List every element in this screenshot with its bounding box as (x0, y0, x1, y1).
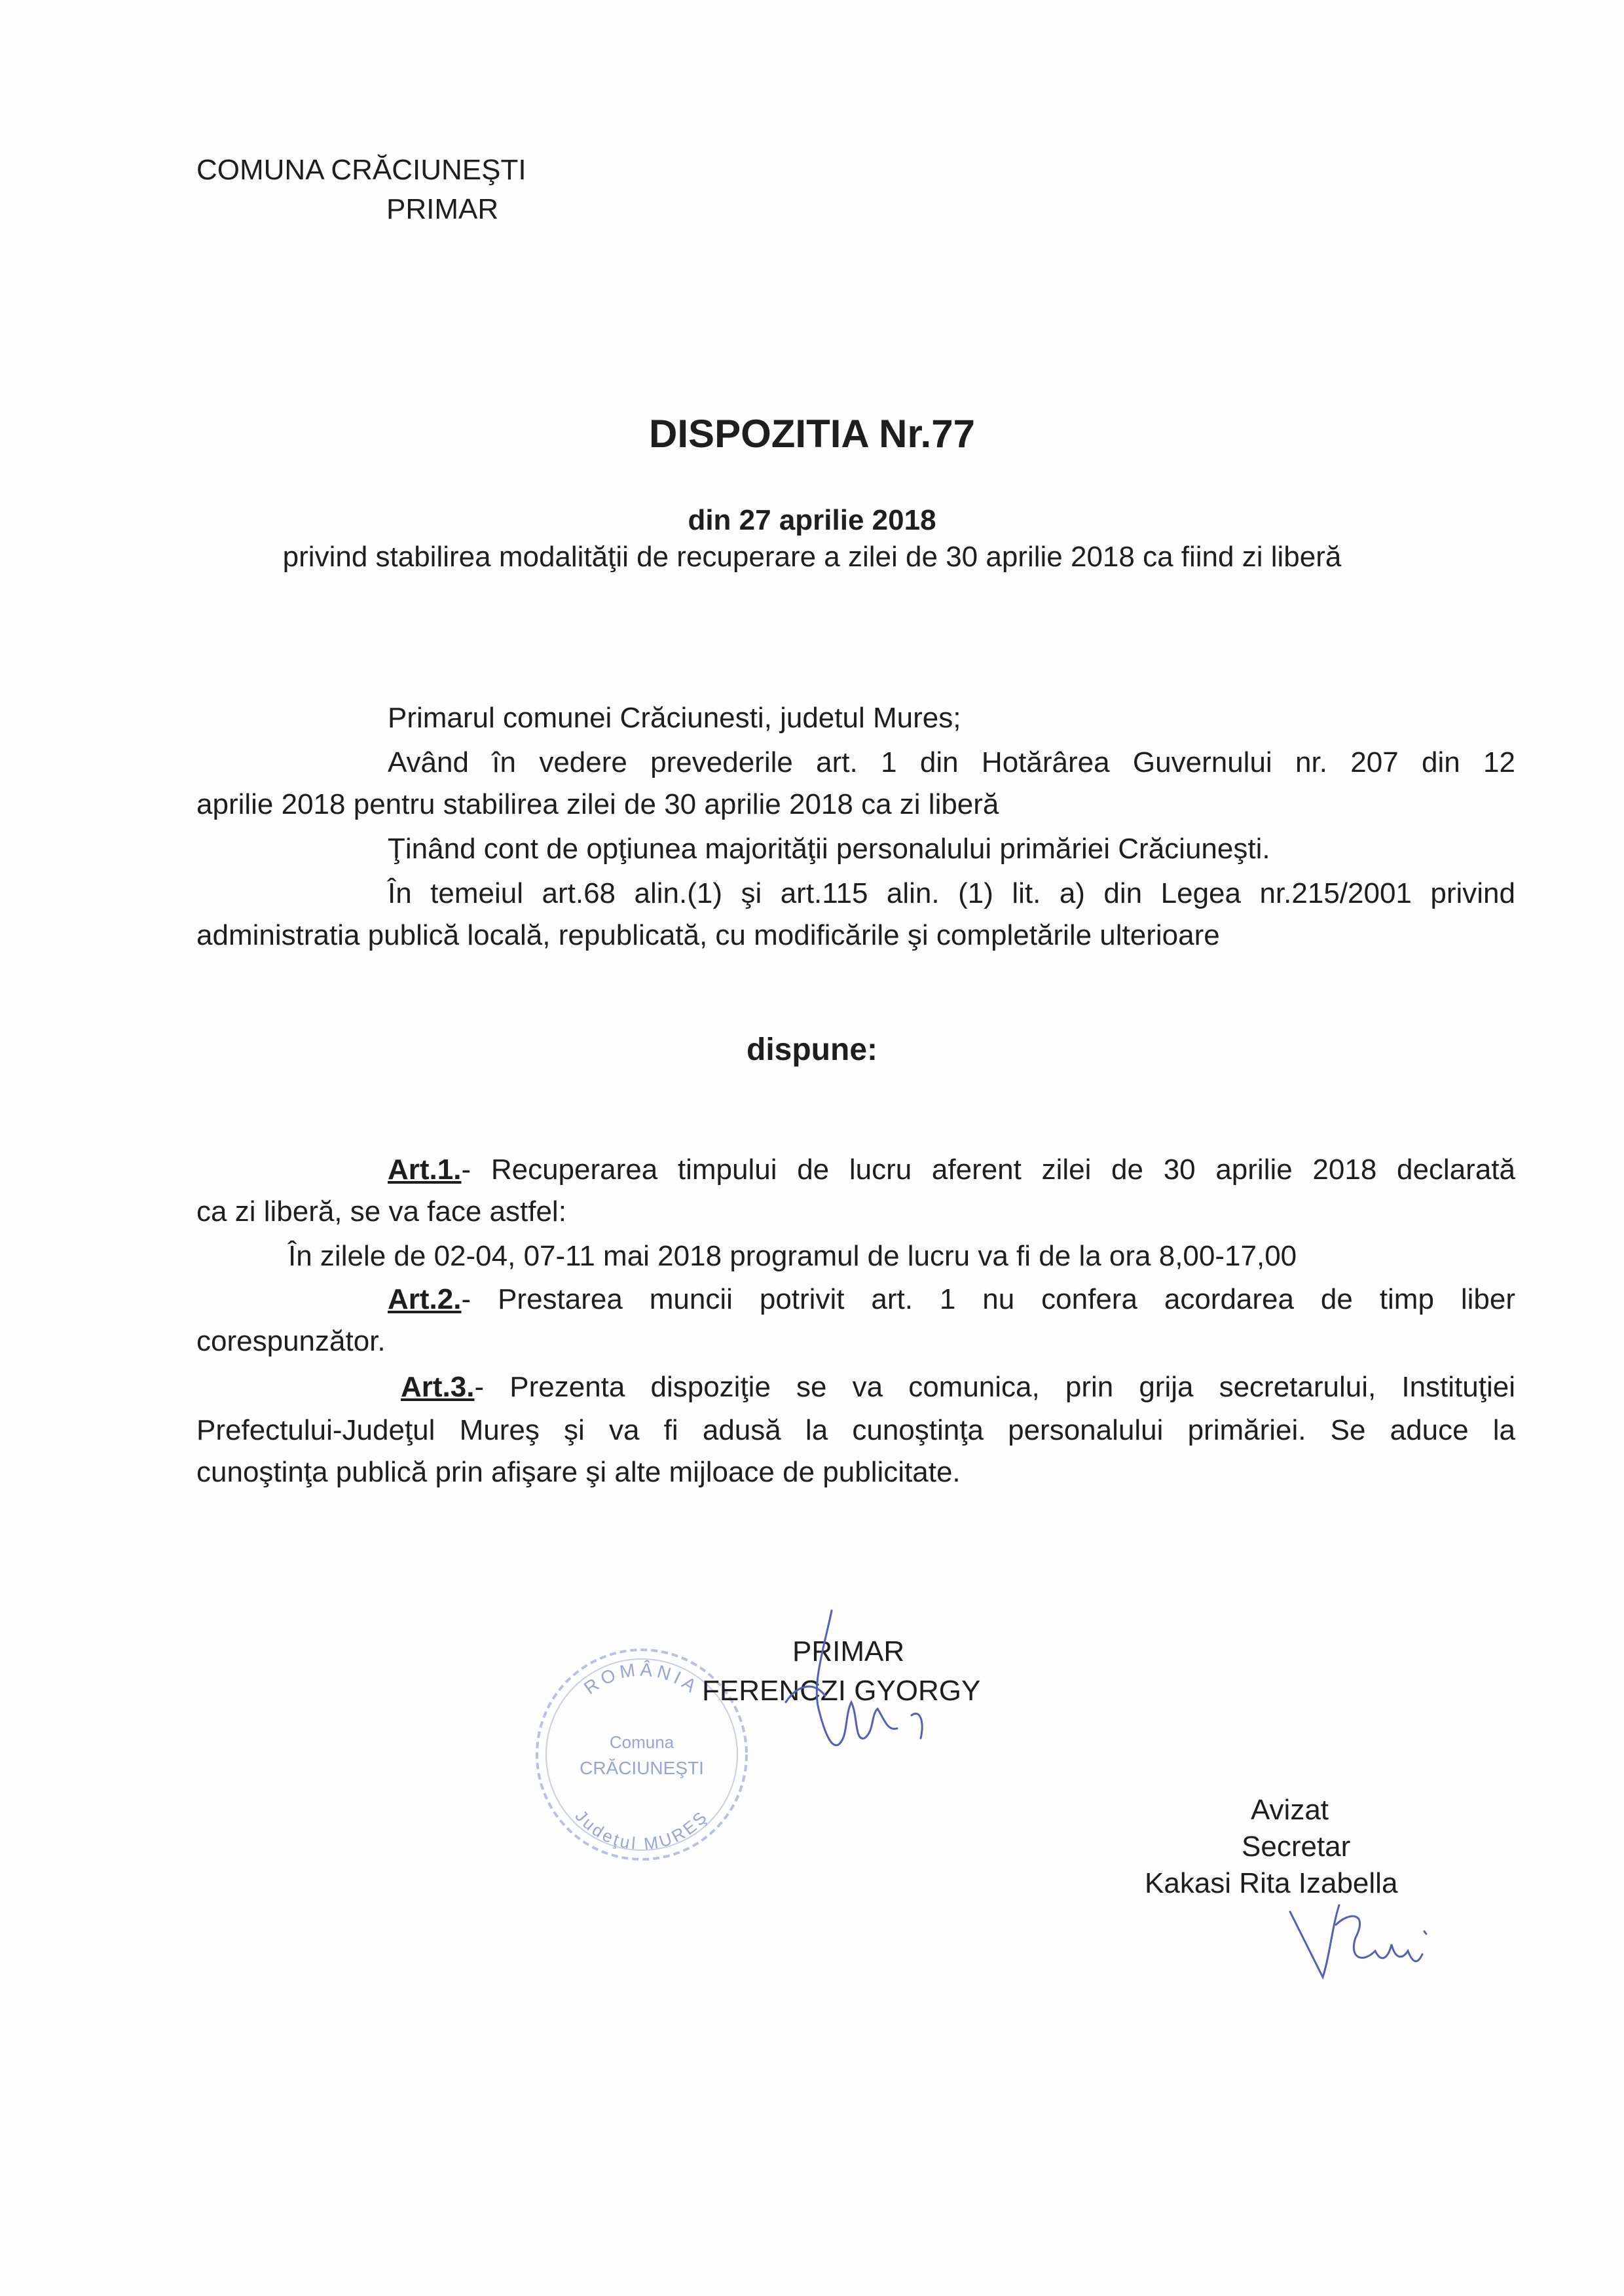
secretary-name: Kakasi Rita Izabella (1145, 1867, 1398, 1899)
article-3-line3: cunoştinţa publică prin afişare şi alte mijloace de publicitate. (196, 1456, 961, 1488)
article-1-text: - Recuperarea timpului de lucru aferent zilei de 30 aprilie 2018 declarată (461, 1154, 1515, 1186)
mayor-title: PRIMAR (792, 1635, 905, 1667)
secretary-title: Secretar (1242, 1831, 1351, 1863)
document-subject: privind stabilirea modalităţii de recuperare a zilei de 30 aprilie 2018 ca fiind zi liberă (282, 541, 1342, 573)
institution-name: COMUNA CRĂCIUNEŞTI (196, 154, 526, 186)
article-1-label: Art.1. (388, 1154, 462, 1186)
office-name: PRIMAR (386, 193, 499, 225)
secretary-signature (1277, 1886, 1447, 1990)
article-1-line2: ca zi liberă, se va face astfel: (196, 1195, 566, 1228)
article-3-label: Art.3. (401, 1371, 475, 1403)
article-1-line3: În zilele de 02-04, 07-11 mai 2018 programul de lucru va fi de la ora 8,00-17,00 (288, 1240, 1297, 1272)
article-3-line1 (401, 1368, 1515, 1406)
preamble-p2-line2: aprilie 2018 pentru stabilirea zilei de 30 aprilie 2018 ca zi liberă (196, 788, 999, 820)
article-2-text: - Prestarea muncii potrivit art. 1 nu confera acordarea de timp liber (461, 1283, 1515, 1315)
stamp-bottom-text: Judeţul MUREŞ (571, 1806, 712, 1854)
article-1-line1 (388, 1151, 1515, 1189)
document-title: DISPOZITIA Nr.77 (649, 412, 975, 456)
secretary-avizat: Avizat (1251, 1794, 1329, 1826)
article-2-line2: corespunzător. (196, 1325, 386, 1357)
article-3-line2: Prefectului-Judeţul Mureş şi va fi adusă la cunoştinţa personalului primăriei. Se aduce la (196, 1414, 1515, 1446)
preamble-p3: Ţinând cont de opţiunea majorităţii personalului primăriei Crăciuneşti. (388, 833, 1270, 865)
preamble-p1: Primarul comunei Crăciunesti, judetul Mures; (388, 702, 961, 734)
stamp-middle1: Comuna (609, 1732, 674, 1752)
preamble-p2-line1: Având în vedere prevederile art. 1 din Hotărârea Guvernului nr. 207 din 12 (388, 746, 1515, 778)
document-date: din 27 aprilie 2018 (688, 504, 936, 536)
stamp-middle2: CRĂCIUNEŞTI (580, 1758, 704, 1778)
dispune-heading: dispune: (747, 1032, 877, 1067)
mayor-name: FERENCZI GYORGY (702, 1675, 981, 1707)
article-3-text: - Prezenta dispoziţie se va comunica, prin grija secretarului, Instituţiei (474, 1371, 1515, 1403)
svg-text:ROMÂNIA (580, 1659, 703, 1698)
mayor-signature (733, 1604, 943, 1774)
stamp-top-text: ROMÂNIA (580, 1659, 703, 1699)
preamble-p4-line1: În temeiul art.68 alin.(1) şi art.115 alin. (1) lit. a) din Legea nr.215/2001 privind (388, 877, 1515, 909)
article-2-label: Art.2. (388, 1283, 462, 1315)
article-2-line1 (388, 1281, 1515, 1319)
preamble-p4-line2: administratia publică locală, republicată, cu modificările şi completările ulterioare (196, 919, 1220, 951)
